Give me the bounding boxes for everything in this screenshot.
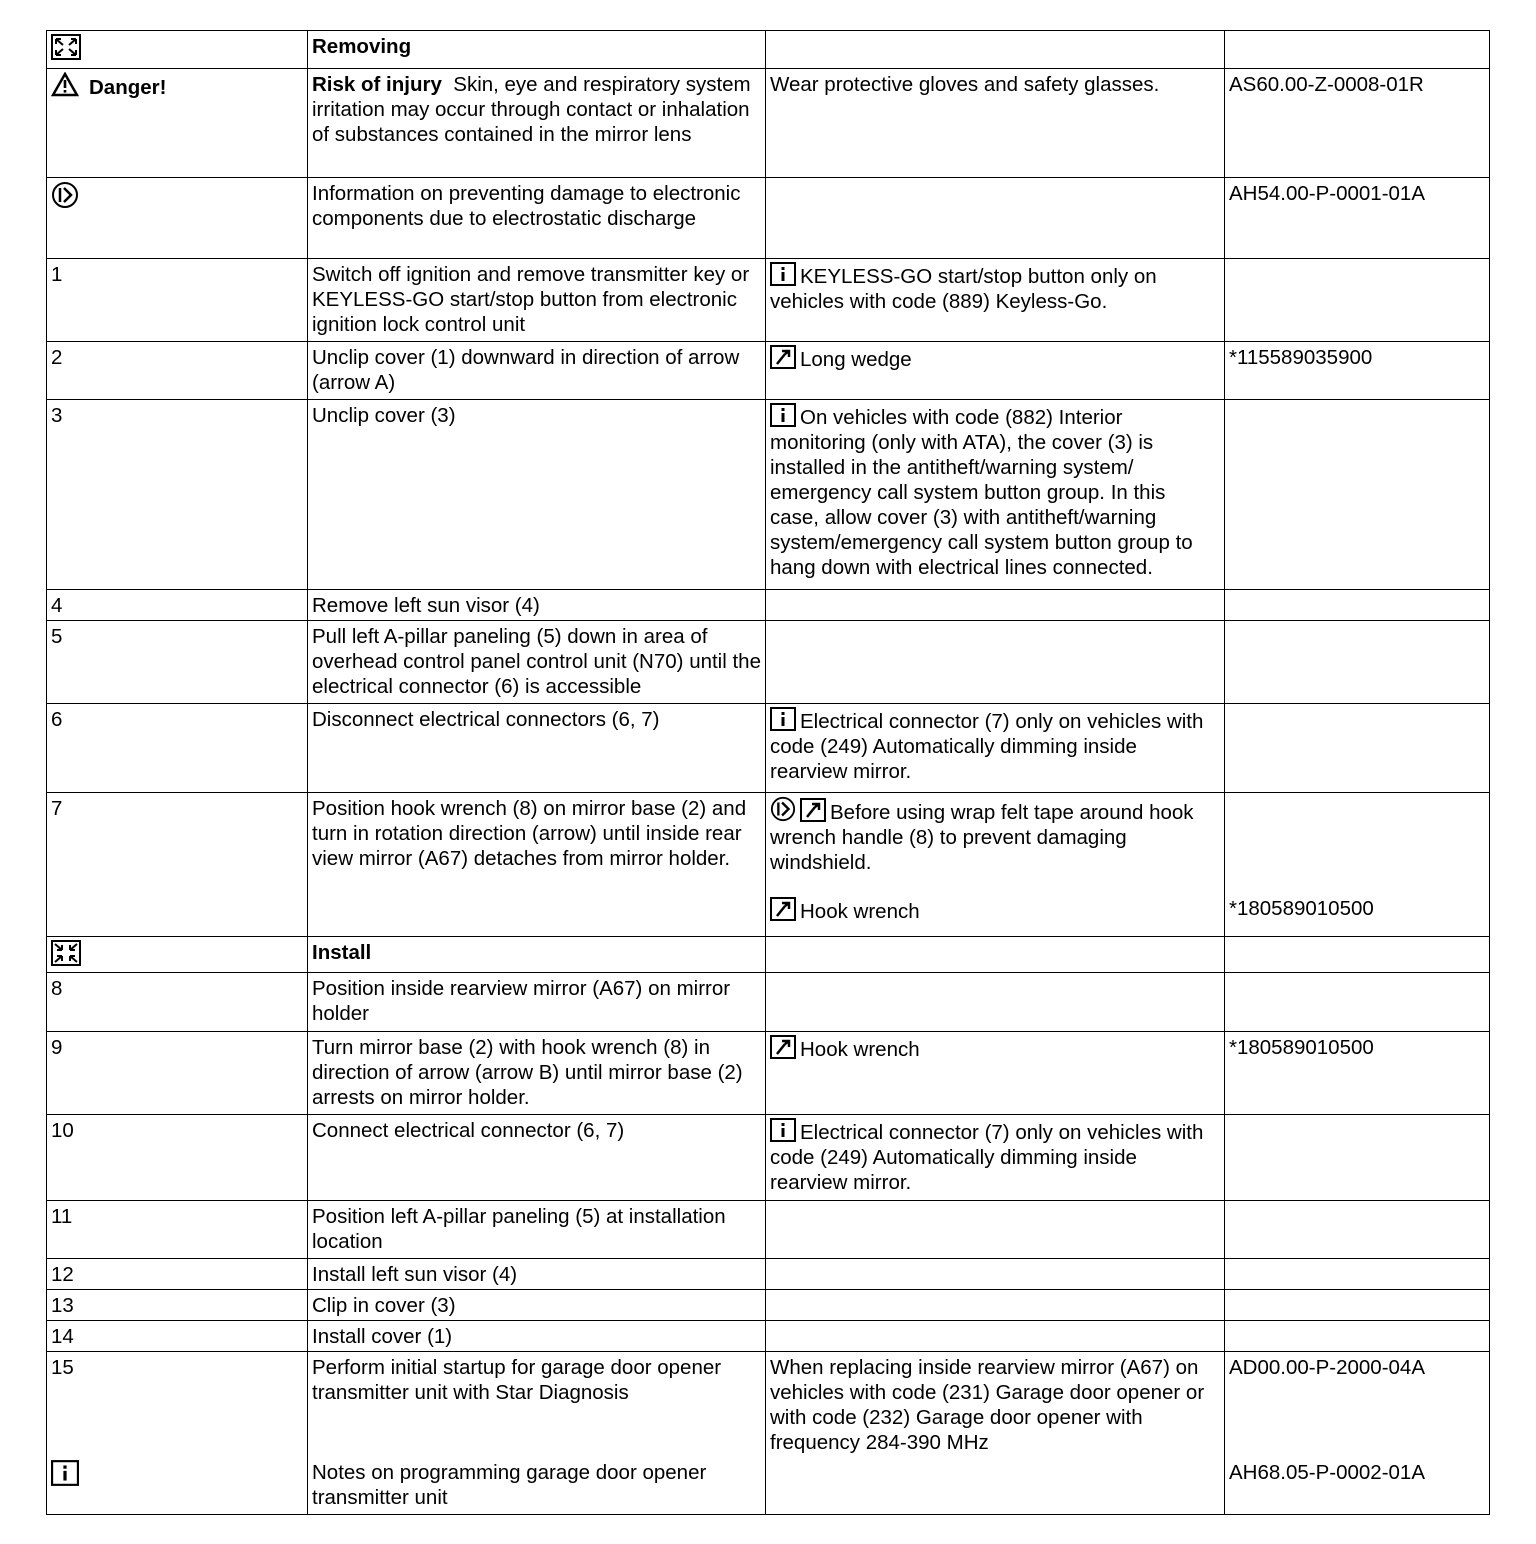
step-text: Connect electrical connector (6, 7) [308,1115,766,1201]
info-icon [770,707,796,731]
step-text: Install cover (1) [308,1321,766,1352]
step-text: Switch off ignition and remove transmitter key or KEYLESS-GO start/stop button from electronic ignition lock control unit [308,259,766,342]
step-text: Position left A-pillar paneling (5) at installation location [308,1201,766,1259]
esd-text: Information on preventing damage to electronic components due to electrostatic discharge [308,178,766,259]
step-number: 7 [47,793,308,937]
step-text: Turn mirror base (2) with hook wrench (8) in direction of arrow (arrow B) until mirror base (2) arrests on mirror holder. [308,1032,766,1115]
step-text: Position inside rearview mirror (A67) on mirror holder [308,973,766,1032]
table-row [47,1032,1490,1115]
table-row [47,1115,1490,1201]
section-heading: Install [308,937,766,973]
table-row [47,31,1490,69]
table-row [47,704,1490,793]
document-reference: AH54.00-P-0001-01A [1225,178,1490,259]
step-note: KEYLESS-GO start/stop button only on vehicles with code (889) Keyless-Go. [770,265,1157,313]
table-row [47,69,1490,178]
warning-triangle-icon [51,72,79,97]
special-tool-icon [770,345,796,369]
table-row [47,1259,1490,1290]
table-row [47,178,1490,259]
document-reference: *115589035900 [1225,342,1490,400]
step-number: 14 [47,1321,308,1352]
procedure-table [46,30,1490,1515]
tool-name: Hook wrench [800,900,920,923]
table-row [47,973,1490,1032]
step-number: 8 [47,973,308,1032]
table-row [47,342,1490,400]
step-note: Electrical connector (7) only on vehicles with code (249) Automatically dimming inside rearview mirror. [770,710,1204,783]
danger-measure: Wear protective gloves and safety glasses. [766,69,1225,178]
document-reference: AH68.05-P-0002-01A [1229,1461,1426,1484]
table-row [47,590,1490,621]
step-number: 12 [47,1259,308,1290]
step-note: When replacing inside rearview mirror (A67) on vehicles with code (231) Garage door opener or with code (232) Garage door opener with frequency 284-390 MHz [766,1352,1225,1515]
table-row [47,400,1490,590]
step-number: 13 [47,1290,308,1321]
table-row [47,1201,1490,1259]
table-row [47,937,1490,973]
info-icon [770,262,796,286]
document-reference [1225,704,1490,793]
table-row [47,621,1490,704]
step-number: 6 [47,704,308,793]
esd-caution-icon [770,796,796,822]
table-row [47,1352,1490,1515]
document-reference [1225,259,1490,342]
info-icon [51,1460,79,1486]
step-text: Position hook wrench (8) on mirror base (2) and turn in rotation direction (arrow) until inside rear view mirror (A67) detaches from mirror holder. [308,793,766,937]
step-subtext: Notes on programming garage door opener transmitter unit [312,1461,707,1509]
document-reference [1225,400,1490,590]
step-number: 4 [47,590,308,621]
danger-title: Risk of injury [312,73,442,96]
step-text: Clip in cover (3) [308,1290,766,1321]
step-number: 10 [47,1115,308,1201]
step-number: 5 [47,621,308,704]
table-row [47,1321,1490,1352]
document-reference: *180589010500 [1229,897,1374,920]
step-note: On vehicles with code (882) Interior monitoring (only with ATA), the cover (3) is installed in the antitheft/warning system/ emergency call system button group. In this case, allow cover (3) with antitheft/warning system/emergency call system button group to hang down with electrical lines connected. [770,406,1193,579]
step-number: 1 [47,259,308,342]
table-row [47,259,1490,342]
step-text: Perform initial startup for garage door opener transmitter unit with Star Diagnosis [312,1356,722,1404]
info-icon [770,403,796,427]
section-arrows-icon [51,940,81,966]
danger-text: Skin, eye and respiratory system irritation may occur through contact or inhalation of substances contained in the mirror lens [312,73,751,146]
info-icon [770,1118,796,1142]
step-note: Hook wrench [800,1038,920,1061]
step-number: 11 [47,1201,308,1259]
cell-icon [47,31,308,69]
step-note: Before using wrap felt tape around hook wrench handle (8) to prevent damaging windshield. [770,801,1194,874]
special-tool-icon [770,1035,796,1059]
step-text: Disconnect electrical connectors (6, 7) [308,704,766,793]
step-note: Long wedge [800,348,912,371]
step-text: Unclip cover (1) downward in direction of arrow (arrow A) [308,342,766,400]
step-number: 9 [47,1032,308,1115]
special-tool-icon [800,798,826,822]
document-reference: *180589010500 [1225,1032,1490,1115]
table-row [47,793,1490,937]
esd-caution-icon [51,181,79,209]
section-arrows-icon [51,34,81,60]
table-row [47,1290,1490,1321]
step-text: Unclip cover (3) [308,400,766,590]
special-tool-icon [770,897,796,921]
document-reference [1225,1115,1490,1201]
step-number: 3 [47,400,308,590]
step-number: 15 [51,1356,74,1379]
step-text: Pull left A-pillar paneling (5) down in area of overhead control panel control unit (N70) until the electrical connector (6) is accessible [308,621,766,704]
step-text: Install left sun visor (4) [308,1259,766,1290]
step-text: Remove left sun visor (4) [308,590,766,621]
document-reference: AD00.00-P-2000-04A [1229,1356,1426,1379]
step-note: Electrical connector (7) only on vehicles with code (249) Automatically dimming inside rearview mirror. [770,1121,1204,1194]
document-reference: AS60.00-Z-0008-01R [1225,69,1490,178]
section-heading: Removing [308,31,766,69]
step-number: 2 [47,342,308,400]
danger-label: Danger! [89,76,167,99]
